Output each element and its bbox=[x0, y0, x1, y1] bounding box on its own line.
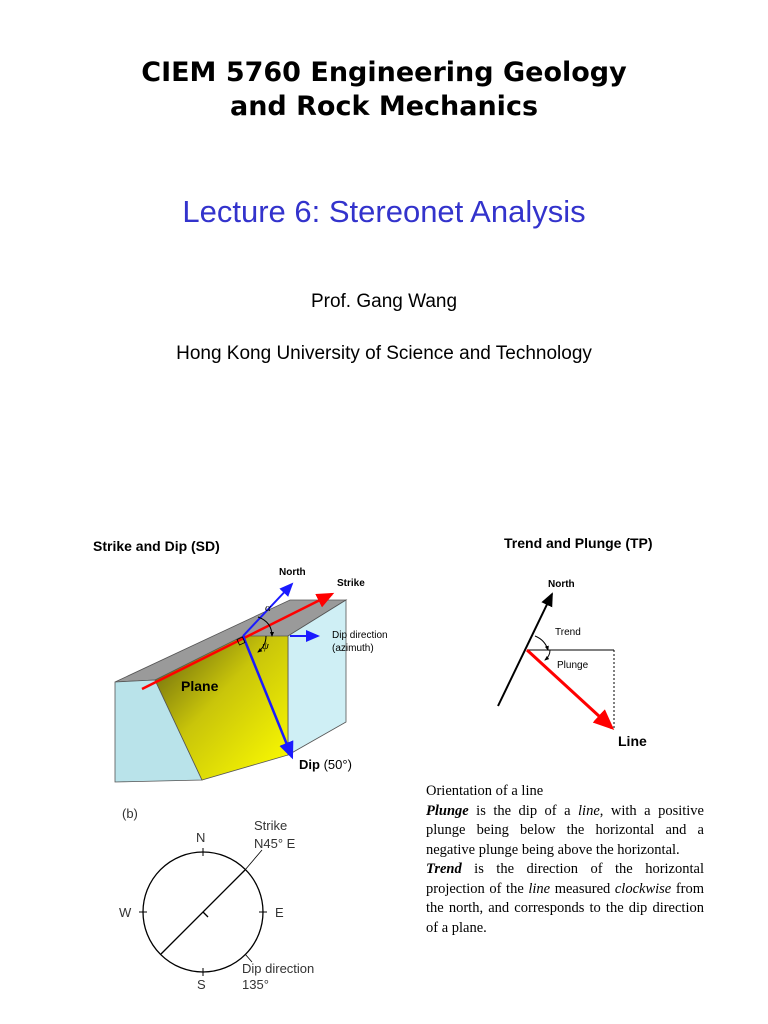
plane-label: Plane bbox=[181, 678, 219, 694]
stereonet-dip-direction-label: Dip direction bbox=[242, 961, 315, 976]
strike-dip-heading: Strike and Dip (SD) bbox=[93, 538, 220, 554]
explanation-text bbox=[426, 782, 704, 938]
plunge-paragraph: Plunge is the dip of a line, with a positive plunge being below the horizontal and a negative plunge being above the horizontal. bbox=[426, 802, 704, 858]
dip-word: Dip bbox=[299, 757, 320, 772]
trend-term: Trend bbox=[426, 861, 462, 877]
author-name: Prof. Gang Wang bbox=[310, 291, 458, 312]
stereonet-n-label: N bbox=[196, 830, 206, 845]
sd-north-label: North bbox=[279, 567, 306, 578]
explanation-heading: Orientation of a line bbox=[426, 783, 544, 799]
stereonet-dip-tick bbox=[203, 912, 208, 917]
plunge-term: Plunge bbox=[426, 802, 469, 819]
alpha-symbol: α bbox=[265, 602, 271, 614]
dip-value: (50°) bbox=[323, 757, 352, 772]
dip-direction-label: Dip direction bbox=[332, 630, 388, 641]
stereonet-strike-label: Strike bbox=[254, 818, 288, 833]
affiliation: Hong Kong University of Science and Technology bbox=[176, 343, 592, 364]
trend-plunge-heading: Trend and Plunge (TP) bbox=[504, 535, 653, 551]
tp-trend-label: Trend bbox=[555, 627, 581, 638]
stereonet-strike-value: N45° E bbox=[254, 836, 296, 851]
stereonet-s-label: S bbox=[197, 977, 206, 992]
strike-leader bbox=[245, 850, 262, 870]
psi-symbol: ψ bbox=[262, 640, 269, 652]
azimuth-label: (azimuth) bbox=[332, 643, 374, 654]
stereonet-w-label: W bbox=[119, 905, 132, 920]
trend-paragraph: Trend is the direction of the horizontal projection of the line measured clockwise from the north, and corresponds to the dip direction of a plane. bbox=[426, 861, 705, 936]
lecture-title: Lecture 6: Stereonet Analysis bbox=[182, 194, 586, 229]
stereonet-e-label: E bbox=[275, 905, 284, 920]
panel-label: (b) bbox=[122, 806, 138, 821]
tp-plunge-label: Plunge bbox=[557, 660, 589, 671]
course-title-line1: CIEM 5760 Engineering Geology bbox=[141, 57, 627, 88]
tp-line-label: Line bbox=[618, 733, 647, 749]
sd-strike-label: Strike bbox=[337, 578, 365, 589]
tp-north-label: North bbox=[548, 579, 575, 590]
course-title-line2: and Rock Mechanics bbox=[229, 91, 539, 122]
stereonet-dip-direction-value: 135° bbox=[242, 977, 269, 992]
